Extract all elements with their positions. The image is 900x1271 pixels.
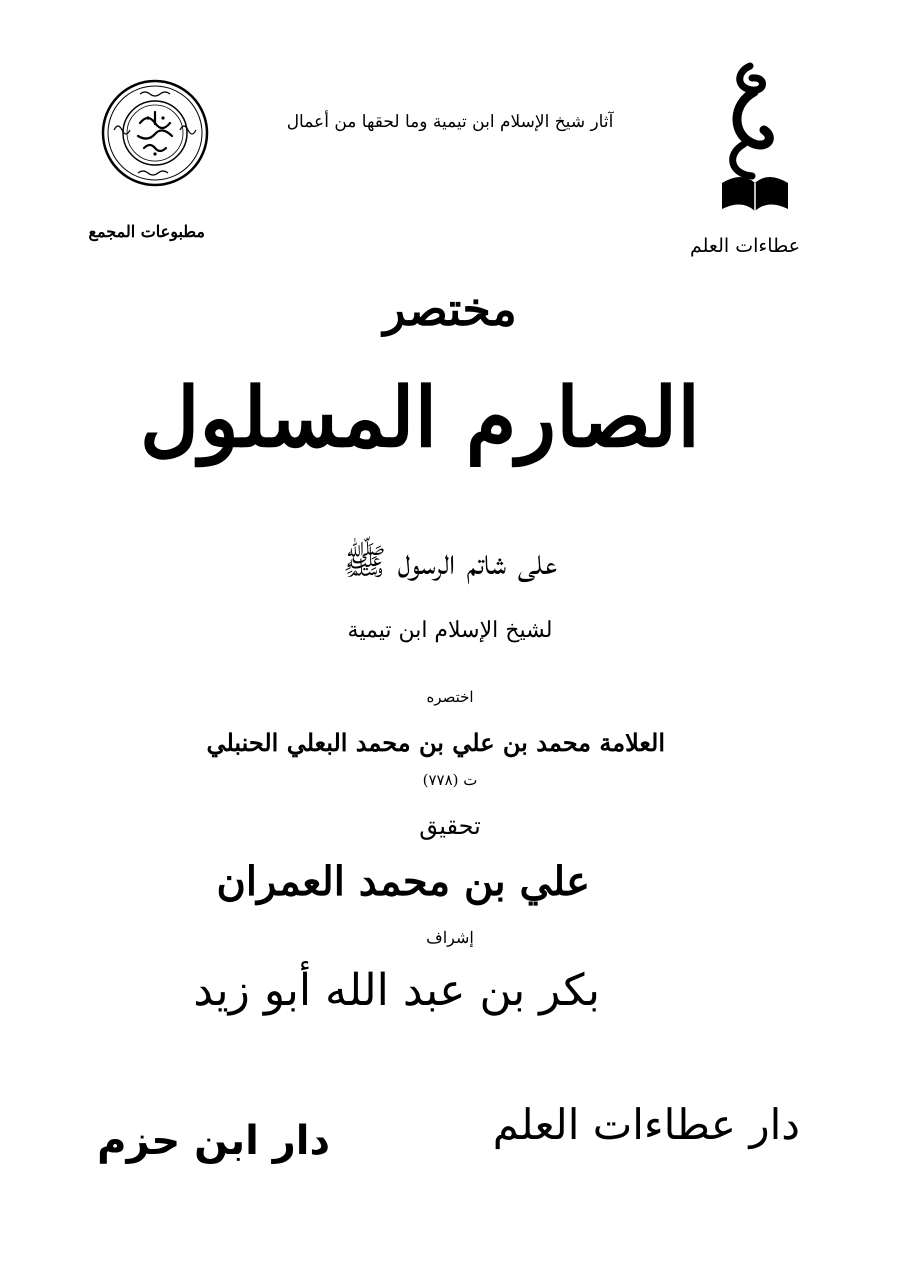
title-prefix: مختصر <box>383 282 517 336</box>
verification-label: تحقيق <box>419 812 481 840</box>
abridger-death-year: ت (٧٧٨) <box>422 771 478 789</box>
main-title: الصارم المسلول <box>139 370 700 466</box>
supervisor-name: بكر بن عبد الله أبو زيد <box>193 965 600 1016</box>
publisher-ibn-hazm: دار ابن حزم <box>97 1118 330 1164</box>
academy-seal-icon <box>100 78 210 188</box>
seal-caption: مطبوعات المجمع <box>88 222 205 241</box>
book-logo-icon <box>710 58 800 238</box>
abridged-by-label: اختصره <box>426 688 474 706</box>
subtitle: على شاتم الرسول ﷺ <box>342 542 558 583</box>
abridger-name: العلامة محمد بن علي بن محمد البعلي الحنبلي <box>206 728 665 757</box>
publisher-logo-name: عطاءات العلم <box>689 235 801 257</box>
supervision-label: إشراف <box>426 928 474 947</box>
author-line: لشيخ الإسلام ابن تيمية <box>347 618 553 643</box>
publisher-ataat-alilm: دار عطاءات العلم <box>492 1100 800 1149</box>
verifier-name: علي بن محمد العمران <box>216 858 590 905</box>
series-line: آثار شيخ الإسلام ابن تيمية وما لحقها من أعمال <box>286 112 614 132</box>
